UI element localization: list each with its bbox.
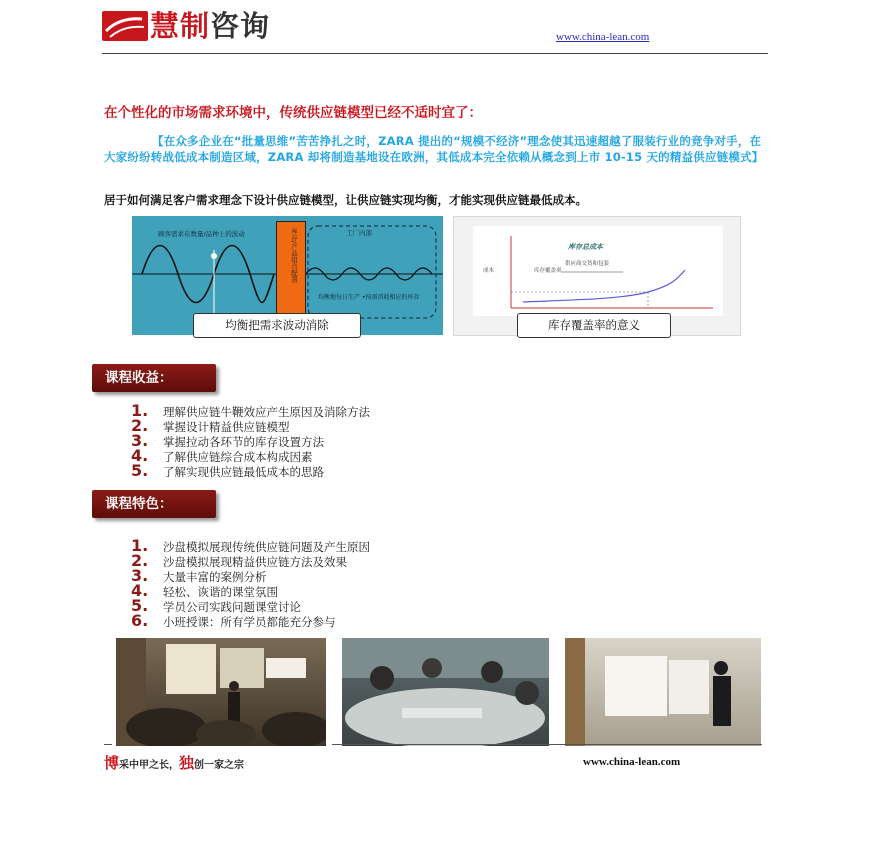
- header-divider: [102, 53, 768, 54]
- header-website-link[interactable]: www.china-lean.com: [556, 31, 650, 43]
- list-item: 4. 了解供应链综合成本构成因素: [131, 446, 313, 465]
- list-item: 1. 理解供应链牛鞭效应产生原因及消除方法: [131, 401, 370, 420]
- figure2-coverage-label: 库存覆盖率: [534, 268, 562, 274]
- figure1-production-label: 均衡地每日生产 •按需消耗相应的库存: [318, 294, 420, 301]
- footer-slogan: 博采中甲之长，独创一家之宗: [104, 754, 245, 772]
- classroom-photo-2: [342, 638, 549, 746]
- page-headline: 在个性化的市场需求环境中，传统供应链模型已经不适时宜了：: [104, 105, 482, 121]
- list-item: 3. 大量丰富的案例分析: [131, 566, 267, 585]
- footer-website-link[interactable]: www.china-lean.com: [583, 756, 681, 768]
- footer-rule: [332, 744, 762, 745]
- list-item: 4. 轻松、诙谐的课堂氛围: [131, 581, 278, 600]
- list-item: 1. 沙盘模拟展现传统供应链问题及产生原因: [131, 536, 370, 555]
- figure2-supplier-label: 供应商交货和包装: [565, 261, 610, 267]
- list-item: 5. 学员公司实践问题课堂讨论: [131, 596, 301, 615]
- figure1-inventory-label: 库存/产品组合配置: [290, 228, 298, 283]
- list-item: 2. 掌握设计精益供应链模型: [131, 416, 290, 435]
- figure1-caption: 均衡把需求波动消除: [193, 313, 361, 338]
- inventory-cost-chart: [473, 226, 723, 316]
- logo-text-suffix: 咨询: [210, 9, 271, 43]
- summary-paragraph: 居于如何满足客户需求理念下设计供应链模型，让供应链实现均衡，才能实现供应链最低成本。: [104, 193, 587, 207]
- list-item: 6. 小班授课：所有学员都能充分参与: [131, 611, 336, 630]
- logo-text-brand: 慧制: [150, 9, 211, 43]
- figure2-title: 库存总成本: [568, 243, 603, 251]
- classroom-photo-1: [116, 638, 326, 746]
- inventory-cost-curve: [473, 226, 723, 316]
- figure1-demand-label: 顾客需求在数量/品种上的波动: [158, 230, 245, 238]
- classroom-photo-3: [565, 638, 761, 746]
- footer-left-rule: [104, 744, 112, 745]
- company-logo-icon: [102, 11, 148, 41]
- figure2-axis-label: 成本: [483, 268, 495, 274]
- company-logo-text: [150, 9, 270, 43]
- list-item: 3. 掌握拉动各环节的库存设置方法: [131, 431, 324, 450]
- list-item: 2. 沙盘模拟展现精益供应链方法及效果: [131, 551, 347, 570]
- list-item: 5. 了解实现供应链最低成本的思路: [131, 461, 324, 480]
- figure2-caption: 库存覆盖率的意义: [517, 313, 671, 338]
- course-features-heading: 课程特色：: [92, 490, 216, 518]
- course-benefits-heading: 课程收益：: [92, 364, 216, 392]
- figure1-factory-label: 工厂内部: [346, 229, 372, 237]
- intro-paragraph: 【在众多企业在“批量思维”苦苦挣扎之时，ZARA 提出的“规模不经济”理念使其迅速超越了服装行业的竞争对手，在大家纷纷转战低成本制造区域，ZARA 却将制造基地设在欧洲，其低成本完全依赖从概念到上市 10-15 天的精益供应链模式】: [104, 134, 764, 164]
